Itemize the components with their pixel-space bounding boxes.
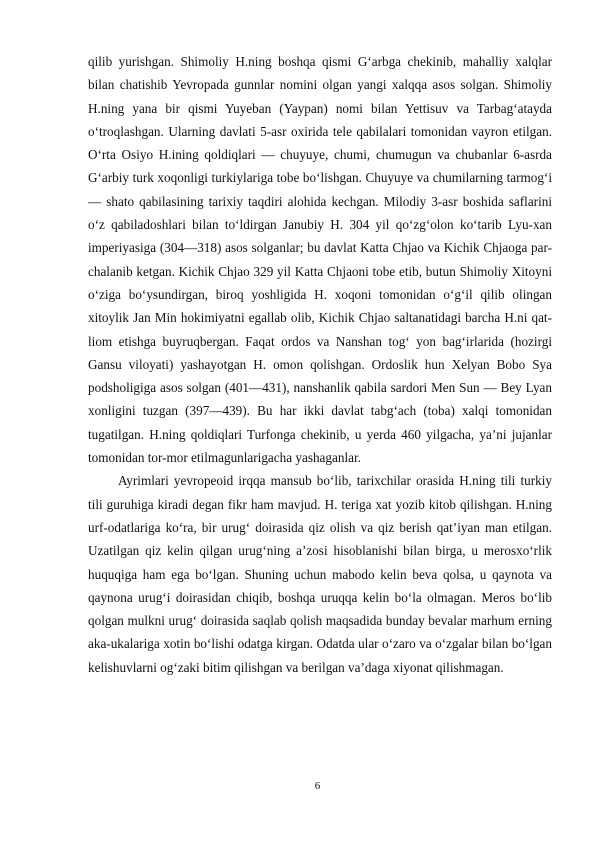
body-paragraph-1: qilib yurishgan. Shimoliy H.ning boshqa qismi G‘arbga chekinib, mahalliy xalqlar bilan chatishib Yevropada gunnlar nomini olgan yangi xalqqa asos solgan. Shimoliy H.ning yana bir qismi Yuyeban (Yaypan) nomi bilan Yettisuv va Tarbag‘atayda o‘troqlashgan. Ularning davlati 5-asr oxirida tele qabilalari tomonidan vayron etilgan. O‘rta Osiyo H.ining qoldiqlari — chuyuye, chumi, chumugun va chubanlar 6-asrda G‘arbiy turk xoqonligi turkiylariga tobe bo‘lishgan. Chuyuye va chumilarning tarmog‘i — shato qabilasining tarixiy taqdiri alohida kechgan. Milodiy 3-asr boshida saflarini o‘z qabiladoshlari bilan to‘ldirgan Janubiy H. 304 yil qo‘zg‘olon ko‘tarib Lyu-xan imperiyasiga (304—318) asos solganlar; bu davlat Katta Chjao va Kichik Chjaoga par-chalanib ketgan. Kichik Chjao 329 yil Katta Chjaoni tobe etib, butun Shimoliy Xitoyni o‘ziga bo‘ysundirgan, biroq yoshligida H. xoqoni tomonidan o‘g‘il qilib olingan xitoylik Jan Min hokimiyatni egallab olib, Kichik Chjao saltanatidagi barcha H.ni qat-liom etishga buyruqbergan. Faqat ordos va Nanshan tog‘ yon bag‘irlarida (hozirgi Gansu viloyati) yashayotgan H. omon qolishgan. Ordoslik hun Xelyan Bobo Sya podsholigiga asos solgan (401—431), nanshanlik qabila sardori Men Sun — Bey Lyan xonligini tuzgan (397—439). Bu har ikki davlat tabg‘ach (toba) xalqi tomonidan tugatilgan. H.ning qoldiqlari Turfonga chekinib, u yerda 460 yilgacha, ya’ni jujanlar tomonidan tor-mor etilmagunlarigacha yashaganlar. <box>88 54 552 466</box>
document-page <box>88 50 552 679</box>
body-paragraph-2: Ayrimlari yevropeoid irqqa mansub bo‘lib, tarixchilar orasida H.ning tili turkiy tili guruhiga kiradi degan fikr ham mavjud. H. teriga xat yozib kitob qilishgan. H.ning urf-odatlariga ko‘ra, bir urug‘ doirasida qiz olish va qiz berish qat’iyan man etilgan. Uzatilgan qiz kelin qilgan urug‘ning a’zosi hisoblanishi bilan birga, u merosxo‘rlik huquqiga ham ega bo‘lgan. Shuning uchun mabodo kelin beva qolsa, u qaynota va qaynona urug‘i doirasidan chiqib, boshqa uruqqa kelin bo‘la olmagan. Meros bo‘lib qolgan mulkni urug‘ doirasida saqlab qolish maqsadida bunday bevalar marhum erning aka-ukalariga xotin bo‘lishi odatga kirgan. Odatda ular o‘zaro va o‘zgalar bilan bo‘lgan kelishuvlarni og‘zaki bitim qilishgan va berilgan va’daga xiyonat qilishmagan. <box>88 473 552 675</box>
page-number: 6 <box>314 780 321 792</box>
